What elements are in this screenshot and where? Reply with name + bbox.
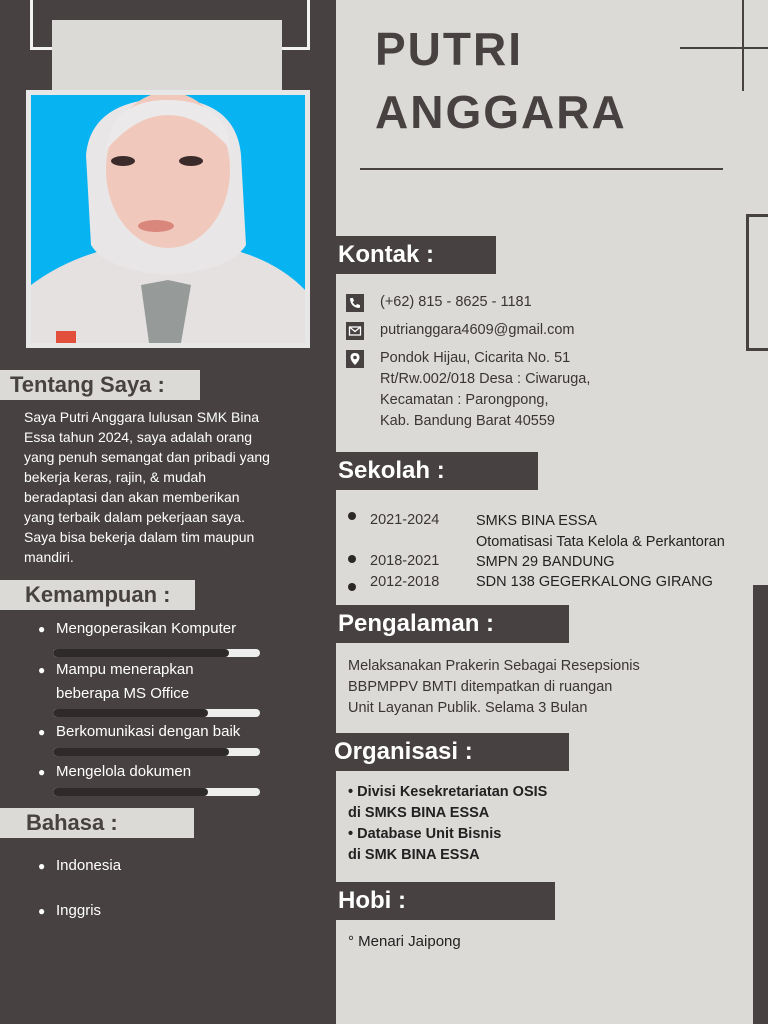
about-heading: Tentang Saya : bbox=[0, 370, 200, 400]
skill-bar bbox=[53, 748, 260, 756]
bullet-icon: ● bbox=[38, 663, 46, 677]
address-line: Pondok Hijau, Cicarita No. 51 bbox=[380, 350, 571, 366]
bullet-icon: ● bbox=[38, 725, 46, 739]
address-line: Kecamatan : Parongpong, bbox=[380, 392, 549, 408]
bullet-icon: ● bbox=[38, 904, 46, 918]
education-heading: Sekolah : bbox=[336, 452, 538, 490]
email-address: putrianggara4609@gmail.com bbox=[380, 322, 575, 338]
skill-item bbox=[38, 760, 191, 784]
skill-label-continued: beberapa MS Office bbox=[56, 685, 190, 702]
experience-line: BBPMPPV BMTI ditempatkan di ruangan bbox=[348, 679, 613, 695]
skills-heading: Kemampuan : bbox=[0, 580, 195, 610]
school-years: 2018-2021 bbox=[370, 553, 440, 569]
skill-item bbox=[38, 658, 194, 682]
first-name: PUTRI bbox=[375, 23, 523, 75]
address-text bbox=[380, 348, 590, 432]
skill-item bbox=[38, 617, 236, 641]
organization-line: di SMK BINA ESSA bbox=[348, 847, 480, 863]
school-major: Otomatisasi Tata Kelola & Perkantoran bbox=[476, 534, 725, 550]
phone-icon bbox=[346, 294, 364, 312]
language-label: Inggris bbox=[56, 902, 102, 919]
right-edge-strip bbox=[753, 585, 768, 1024]
about-line: Saya bisa bekerja dalam tim maupun bbox=[24, 529, 255, 545]
bullet-icon: ● bbox=[38, 765, 46, 779]
about-line: yang penuh semangat dan pribadi yang bbox=[24, 449, 270, 465]
about-line: yang terbaik dalam pekerjaan saya. bbox=[24, 509, 246, 525]
address-line: Rt/Rw.002/018 Desa : Ciwaruga, bbox=[380, 371, 591, 387]
about-line: Saya Putri Anggara lulusan SMK Bina bbox=[24, 409, 260, 425]
name-underline bbox=[360, 168, 723, 170]
language-item bbox=[38, 899, 101, 923]
envelope-icon bbox=[346, 322, 364, 340]
skill-item bbox=[38, 720, 240, 744]
address-line: Kab. Bandung Barat 40559 bbox=[380, 413, 555, 429]
decorative-block bbox=[52, 20, 282, 92]
experience-heading: Pengalaman : bbox=[336, 605, 569, 643]
skill-bar-fill bbox=[53, 709, 208, 717]
about-line: mandiri. bbox=[24, 549, 74, 565]
hobby-heading: Hobi : bbox=[336, 882, 555, 920]
organization-line: • Database Unit Bisnis bbox=[348, 826, 502, 842]
hobby-item: ° Menari Jaipong bbox=[348, 933, 461, 950]
bullet-icon bbox=[348, 555, 356, 563]
bullet-icon: ● bbox=[38, 622, 46, 636]
about-line: Essa tahun 2024, saya adalah orang bbox=[24, 429, 253, 445]
school-name: SMPN 29 BANDUNG bbox=[476, 554, 615, 570]
organization-heading: Organisasi : bbox=[332, 733, 569, 771]
about-line: beradaptasi dan akan memberikan bbox=[24, 489, 240, 505]
skill-label: Mampu menerapkan bbox=[56, 661, 194, 678]
last-name: ANGGARA bbox=[375, 86, 627, 138]
skill-label: Berkomunikasi dengan baik bbox=[56, 723, 241, 740]
skill-bar bbox=[53, 788, 260, 796]
organization-line: • Divisi Kesekretariatan OSIS bbox=[348, 784, 548, 800]
decorative-side-frame bbox=[746, 214, 768, 351]
contact-heading: Kontak : bbox=[336, 236, 496, 274]
skill-bar-fill bbox=[53, 748, 229, 756]
about-line: bekerja keras, rajin, & mudah bbox=[24, 469, 207, 485]
location-pin-icon bbox=[346, 350, 364, 368]
bullet-icon bbox=[348, 512, 356, 520]
bullet-icon bbox=[348, 583, 356, 591]
school-name: SMKS BINA ESSA bbox=[476, 513, 597, 529]
decorative-line bbox=[742, 0, 744, 91]
organization-line: di SMKS BINA ESSA bbox=[348, 805, 490, 821]
skill-bar bbox=[53, 649, 260, 657]
school-name: SDN 138 GEGERKALONG GIRANG bbox=[476, 574, 713, 590]
experience-line: Unit Layanan Publik. Selama 3 Bulan bbox=[348, 700, 588, 716]
skill-label: Mengoperasikan Komputer bbox=[56, 620, 237, 637]
experience-line: Melaksanakan Prakerin Sebagai Resepsionis bbox=[348, 658, 640, 674]
language-item bbox=[38, 854, 121, 878]
school-years: 2021-2024 bbox=[370, 512, 440, 528]
skill-label: Mengelola dokumen bbox=[56, 763, 192, 780]
school-years: 2012-2018 bbox=[370, 574, 440, 590]
decorative-line bbox=[680, 47, 768, 49]
languages-heading: Bahasa : bbox=[0, 808, 194, 838]
about-text bbox=[24, 407, 314, 567]
skill-bar bbox=[53, 709, 260, 717]
language-label: Indonesia bbox=[56, 857, 122, 874]
experience-text bbox=[348, 656, 640, 719]
bullet-icon: ● bbox=[38, 859, 46, 873]
skill-bar-fill bbox=[53, 649, 229, 657]
person-name bbox=[375, 18, 627, 144]
skill-bar-fill bbox=[53, 788, 208, 796]
organization-text bbox=[348, 782, 547, 866]
phone-number: (+62) 815 - 8625 - 1181 bbox=[380, 294, 532, 310]
profile-photo bbox=[26, 90, 310, 348]
